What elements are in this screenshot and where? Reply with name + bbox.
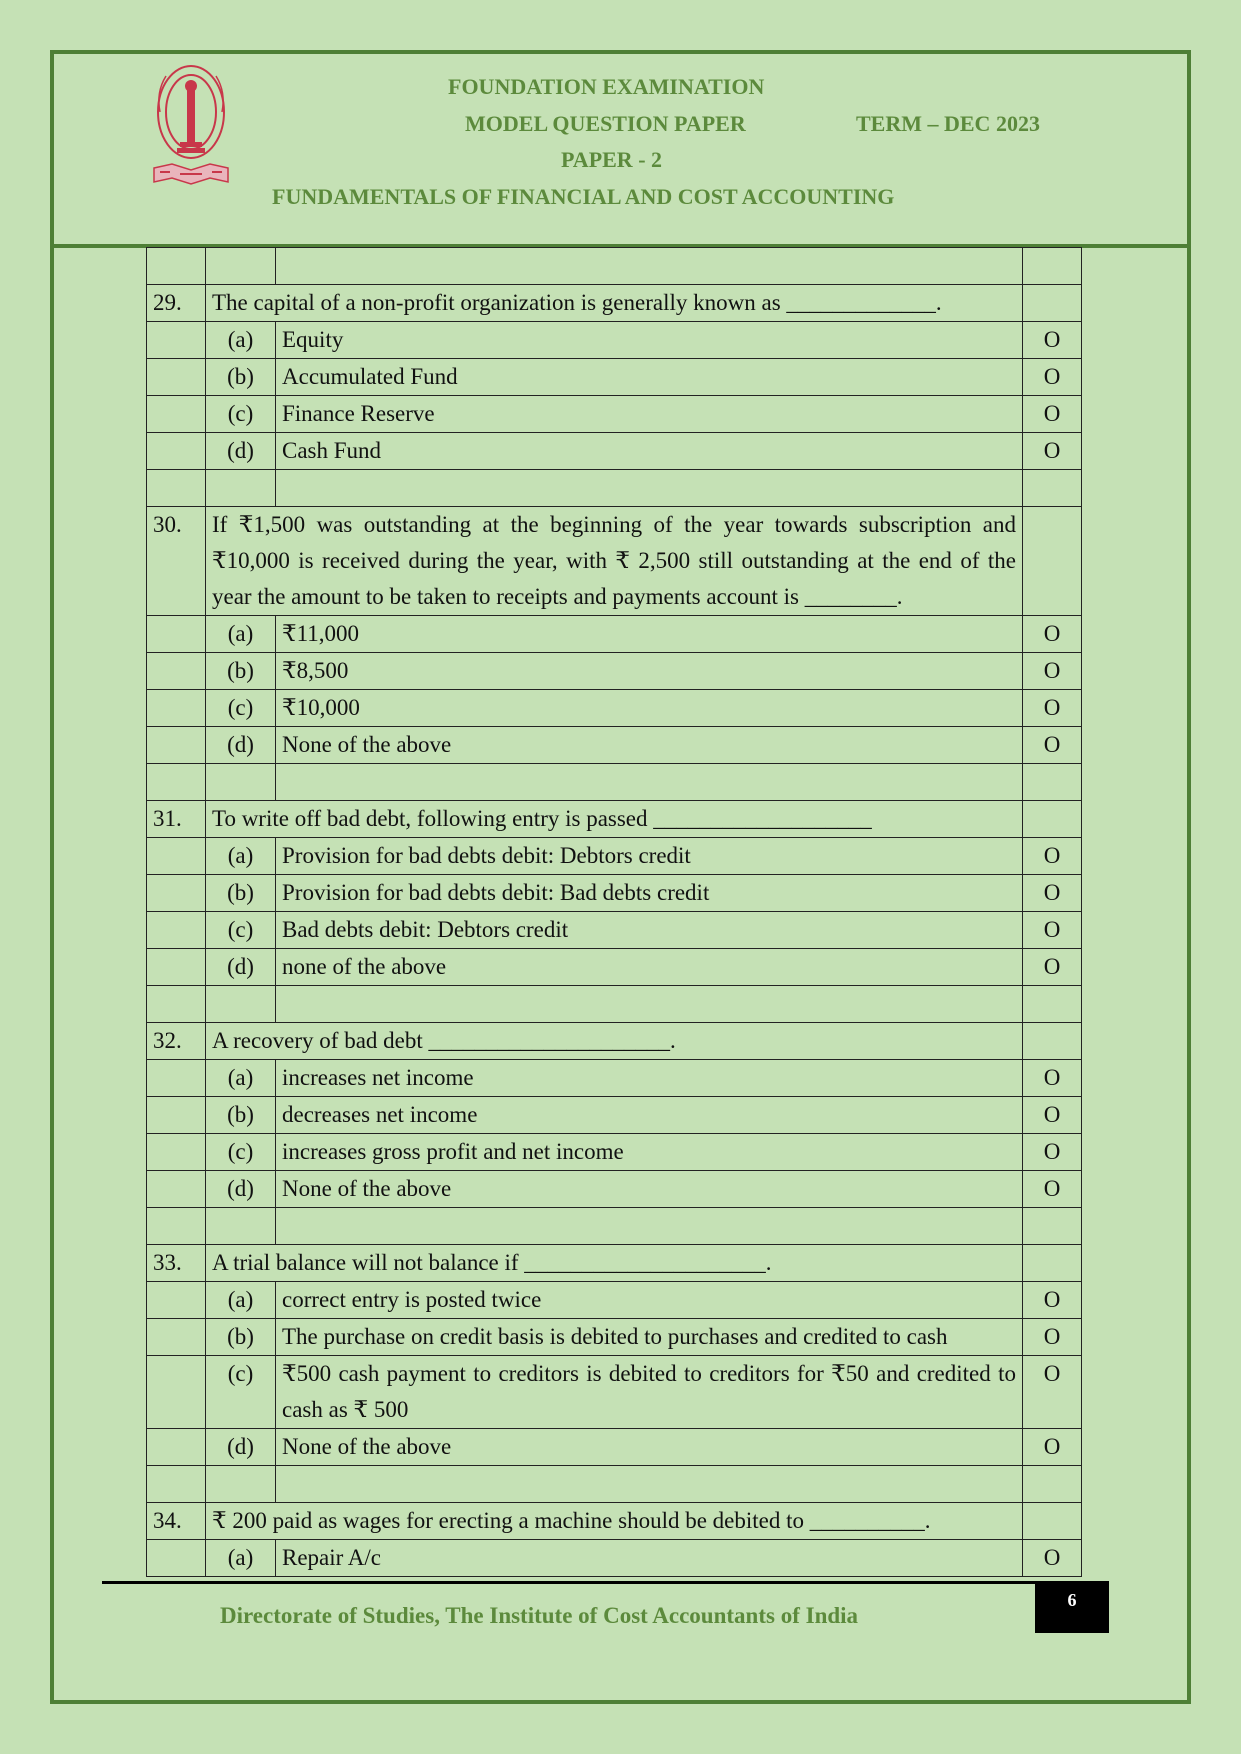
option-row [147,1319,1082,1356]
question-row [147,1023,1082,1060]
option-label: (a) [206,1540,276,1577]
option-answer-bubble[interactable]: O [1023,359,1082,396]
spacer-cell [206,764,276,801]
option-label: (d) [206,1429,276,1466]
question-number: 30. [147,507,206,616]
option-text: Finance Reserve [276,396,1023,433]
exam-title: FOUNDATION EXAMINATION [448,74,765,99]
spacer-cell [276,986,1023,1023]
option-blank-cell [147,1356,206,1429]
option-blank-cell [147,653,206,690]
question-row [147,285,1082,322]
question-mark-cell [1023,507,1082,616]
option-row [147,1356,1082,1429]
option-label: (c) [206,1134,276,1171]
paper-type: MODEL QUESTION PAPER [465,111,746,136]
option-answer-bubble[interactable]: O [1023,1356,1082,1429]
option-text: none of the above [276,949,1023,986]
spacer-row [147,764,1082,801]
spacer-cell [147,470,206,507]
page-number: 6 [1035,1581,1109,1633]
option-blank-cell [147,616,206,653]
option-row [147,322,1082,359]
option-row [147,616,1082,653]
option-blank-cell [147,1319,206,1356]
option-answer-bubble[interactable]: O [1023,653,1082,690]
question-text: A recovery of bad debt _____________________. [206,1023,1023,1060]
option-text: decreases net income [276,1097,1023,1134]
option-row [147,727,1082,764]
question-text: The capital of a non-profit organization is generally known as _____________. [206,285,1023,322]
term-label: TERM – DEC 2023 [856,111,1040,136]
spacer-cell [147,1208,206,1245]
option-text: None of the above [276,1171,1023,1208]
option-blank-cell [147,1282,206,1319]
question-text: If ₹1,500 was outstanding at the beginning of the year towards subscription and ₹10,000 is received during the year, with ₹ 2,500 still outstanding at the end of the year the amount to be taken to receipts and payments account is ________. [206,507,1023,616]
option-text: correct entry is posted twice [276,1282,1023,1319]
question-number: 34. [147,1503,206,1540]
option-row [147,949,1082,986]
question-number: 32. [147,1023,206,1060]
option-label: (d) [206,433,276,470]
option-label: (d) [206,727,276,764]
spacer-cell [147,986,206,1023]
option-text: The purchase on credit basis is debited to purchases and credited to cash [276,1319,1023,1356]
option-blank-cell [147,1429,206,1466]
option-answer-bubble[interactable]: O [1023,875,1082,912]
question-mark-cell [1023,1503,1082,1540]
page-header [54,54,1187,248]
spacer-cell [206,1208,276,1245]
spacer-cell [1023,1466,1082,1503]
spacer-cell [206,1466,276,1503]
spacer-cell [147,764,206,801]
question-row [147,1245,1082,1282]
question-text: ₹ 200 paid as wages for erecting a machine should be debited to __________. [206,1503,1023,1540]
option-blank-cell [147,875,206,912]
spacer-cell [147,248,206,285]
option-answer-bubble[interactable]: O [1023,949,1082,986]
option-text: Bad debts debit: Debtors credit [276,912,1023,949]
option-text: Provision for bad debts debit: Bad debts credit [276,875,1023,912]
option-row [147,1282,1082,1319]
spacer-row [147,470,1082,507]
option-blank-cell [147,727,206,764]
option-blank-cell [147,1171,206,1208]
option-blank-cell [147,1060,206,1097]
option-text: Provision for bad debts debit: Debtors credit [276,838,1023,875]
option-row [147,653,1082,690]
option-row [147,433,1082,470]
paper-number: PAPER - 2 [561,147,663,172]
option-answer-bubble[interactable]: O [1023,1171,1082,1208]
option-answer-bubble[interactable]: O [1023,1134,1082,1171]
spacer-row [147,1466,1082,1503]
option-text: Equity [276,322,1023,359]
question-row [147,1503,1082,1540]
question-number: 29. [147,285,206,322]
option-label: (a) [206,1282,276,1319]
option-blank-cell [147,690,206,727]
question-mark-cell [1023,1245,1082,1282]
option-blank-cell [147,838,206,875]
option-label: (c) [206,396,276,433]
spacer-cell [276,764,1023,801]
option-label: (b) [206,1319,276,1356]
spacer-cell [276,470,1023,507]
option-blank-cell [147,433,206,470]
question-table [146,247,1082,1577]
subject-title: FUNDAMENTALS OF FINANCIAL AND COST ACCOUNTING [272,184,895,209]
option-label: (a) [206,1060,276,1097]
option-row [147,359,1082,396]
option-blank-cell [147,396,206,433]
option-row [147,1429,1082,1466]
spacer-cell [276,1466,1023,1503]
spacer-row [147,1208,1082,1245]
option-row [147,1540,1082,1577]
option-row [147,875,1082,912]
spacer-cell [1023,986,1082,1023]
option-blank-cell [147,322,206,359]
spacer-cell [276,248,1023,285]
option-answer-bubble[interactable]: O [1023,912,1082,949]
option-text: ₹11,000 [276,616,1023,653]
option-row [147,912,1082,949]
option-label: (b) [206,1097,276,1134]
option-answer-bubble[interactable]: O [1023,1060,1082,1097]
option-blank-cell [147,1540,206,1577]
question-number: 33. [147,1245,206,1282]
question-text: To write off bad debt, following entry is passed ___________________ [206,801,1023,838]
option-text: ₹8,500 [276,653,1023,690]
option-text: None of the above [276,727,1023,764]
question-text: A trial balance will not balance if _____________________. [206,1245,1023,1282]
spacer-cell [1023,248,1082,285]
option-row [147,838,1082,875]
question-table-body [147,248,1082,1577]
option-row [147,690,1082,727]
option-text: increases net income [276,1060,1023,1097]
option-row [147,1134,1082,1171]
spacer-cell [147,1466,206,1503]
spacer-cell [206,248,276,285]
option-label: (d) [206,1171,276,1208]
spacer-row [147,986,1082,1023]
option-label: (b) [206,653,276,690]
option-blank-cell [147,949,206,986]
option-text: Cash Fund [276,433,1023,470]
question-number: 31. [147,801,206,838]
question-row [147,507,1082,616]
option-row [147,396,1082,433]
option-label: (c) [206,690,276,727]
footer-rule [102,1581,1042,1584]
question-mark-cell [1023,801,1082,838]
option-answer-bubble[interactable]: O [1023,396,1082,433]
option-text: ₹500 cash payment to creditors is debited to creditors for ₹50 and credited to cash as ₹ 500 [276,1356,1023,1429]
option-label: (b) [206,875,276,912]
option-blank-cell [147,912,206,949]
question-mark-cell [1023,1023,1082,1060]
option-answer-bubble[interactable]: O [1023,690,1082,727]
spacer-cell [206,470,276,507]
option-row [147,1171,1082,1208]
footer-text: Directorate of Studies, The Institute of Cost Accountants of India [220,1603,859,1628]
icai-seal-logo-icon [150,60,232,190]
option-label: (a) [206,616,276,653]
spacer-cell [1023,764,1082,801]
spacer-cell [276,1208,1023,1245]
option-blank-cell [147,1134,206,1171]
option-text: increases gross profit and net income [276,1134,1023,1171]
option-answer-bubble[interactable]: O [1023,322,1082,359]
option-text: ₹10,000 [276,690,1023,727]
option-label: (c) [206,1356,276,1429]
option-answer-bubble[interactable]: O [1023,838,1082,875]
option-answer-bubble[interactable]: O [1023,727,1082,764]
option-label: (b) [206,359,276,396]
option-answer-bubble[interactable]: O [1023,1429,1082,1466]
option-label: (c) [206,912,276,949]
option-label: (d) [206,949,276,986]
option-answer-bubble[interactable]: O [1023,433,1082,470]
option-text: Repair A/c [276,1540,1023,1577]
question-row [147,801,1082,838]
option-blank-cell [147,1097,206,1134]
spacer-row [147,248,1082,285]
option-answer-bubble[interactable]: O [1023,1097,1082,1134]
spacer-cell [206,986,276,1023]
spacer-cell [1023,470,1082,507]
option-text: Accumulated Fund [276,359,1023,396]
option-label: (a) [206,322,276,359]
option-blank-cell [147,359,206,396]
option-text: None of the above [276,1429,1023,1466]
option-label: (a) [206,838,276,875]
option-answer-bubble[interactable]: O [1023,616,1082,653]
option-answer-bubble[interactable]: O [1023,1282,1082,1319]
option-row [147,1060,1082,1097]
option-answer-bubble[interactable]: O [1023,1540,1082,1577]
question-mark-cell [1023,285,1082,322]
spacer-cell [1023,1208,1082,1245]
option-answer-bubble[interactable]: O [1023,1319,1082,1356]
option-row [147,1097,1082,1134]
